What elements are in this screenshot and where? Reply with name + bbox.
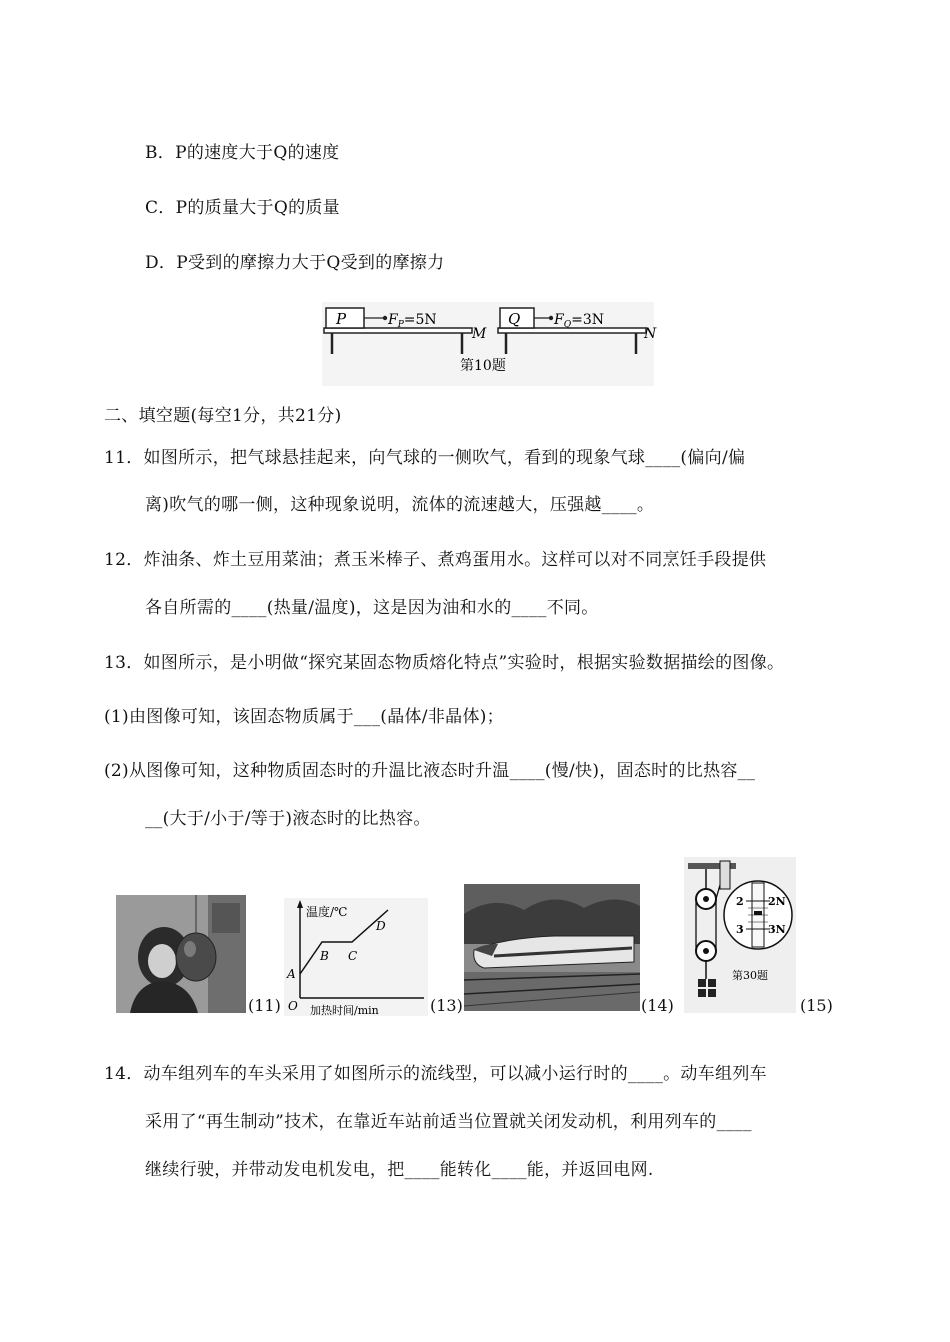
question-13-line-1: 13．如图所示，是小明做“探究某固态物质熔化特点”实验时，根据实验数据描绘的图像。 [104,653,785,673]
graph-xlabel: 加热时间/min [310,1004,379,1017]
figure-14-caption: (14) [641,996,674,1015]
graph-point-a: A [287,967,296,981]
block-p-label: P [336,310,347,328]
question-13-part-2a: (2)从图像可知，这种物质固态时的升温比液态时升温____(慢/快)，固态时的比热容__ [104,761,756,781]
graph-point-b: B [320,949,329,963]
question-14-line-1: 14．动车组列车的车头采用了如图所示的流线型，可以减小运行时的____。动车组列车 [104,1064,767,1084]
question-13-part-2b: __(大于/小于/等于)液态时的比热容。 [145,809,431,829]
scale-mark-2: 2 [736,895,744,908]
melting-graph-drawing [284,898,428,1016]
force-p-label: $F_P=5N$ [388,312,437,330]
scale-mark-3: 3 [736,923,744,936]
option-c: C．P的质量大于Q的质量 [145,198,340,218]
figure-13-caption: (13) [430,996,463,1015]
question-13-part-1: (1)由图像可知，该固态物质属于___(晶体/非晶体)； [104,707,504,727]
graph-origin: O [288,999,298,1013]
graph-ylabel: 温度/℃ [306,905,348,919]
block-q-label: Q [508,310,521,328]
figure-15-diagram [684,857,796,1013]
graph-point-c: C [348,949,358,963]
figure-15-inner-caption: 第30题 [732,969,768,982]
question-12-line-1: 12．炸油条、炸土豆用菜油；煮玉米棒子、煮鸡蛋用水。这样可以对不同烹饪手段提供 [104,550,767,570]
option-b: B．P的速度大于Q的速度 [145,143,340,163]
figure-10-drawing [322,302,657,386]
figure-11-photo [116,895,246,1013]
scale-mark-2n: 2N [768,895,786,908]
point-n-label: N [644,326,657,342]
figure-10 [322,302,657,386]
question-11-line-1: 11．如图所示，把气球悬挂起来，向气球的一侧吹气，看到的现象气球____(偏向/偏 [104,448,746,468]
question-12-line-2: 各自所需的____(热量/温度)，这是因为油和水的____不同。 [145,598,599,618]
figure-10-caption: 第10题 [460,358,506,374]
question-14-line-3: 继续行驶，并带动发电机发电，把____能转化____能，并返回电网. [145,1160,654,1180]
question-14-line-2: 采用了“再生制动”技术，在靠近车站前适当位置就关闭发动机，利用列车的____ [145,1112,752,1132]
balloon-photo-drawing [116,895,246,1013]
train-photo-drawing [464,884,640,1011]
force-q-label: $F_Q=3N$ [554,312,604,330]
pulley-scale-drawing [684,857,796,1013]
figure-15-caption: (15) [800,996,833,1015]
figure-11-caption: (11) [248,996,281,1015]
question-11-line-2: 离)吹气的哪一侧，这种现象说明，流体的流速越大，压强越____。 [145,495,655,515]
section-heading: 二、填空题(每空1分，共21分) [104,406,342,426]
option-d: D．P受到的摩擦力大于Q受到的摩擦力 [145,253,445,273]
graph-point-d: D [376,919,386,933]
point-m-label: M [472,326,487,342]
scale-mark-3n: 3N [768,923,786,936]
figure-13-graph [284,898,428,1016]
figure-14-photo [464,884,640,1011]
